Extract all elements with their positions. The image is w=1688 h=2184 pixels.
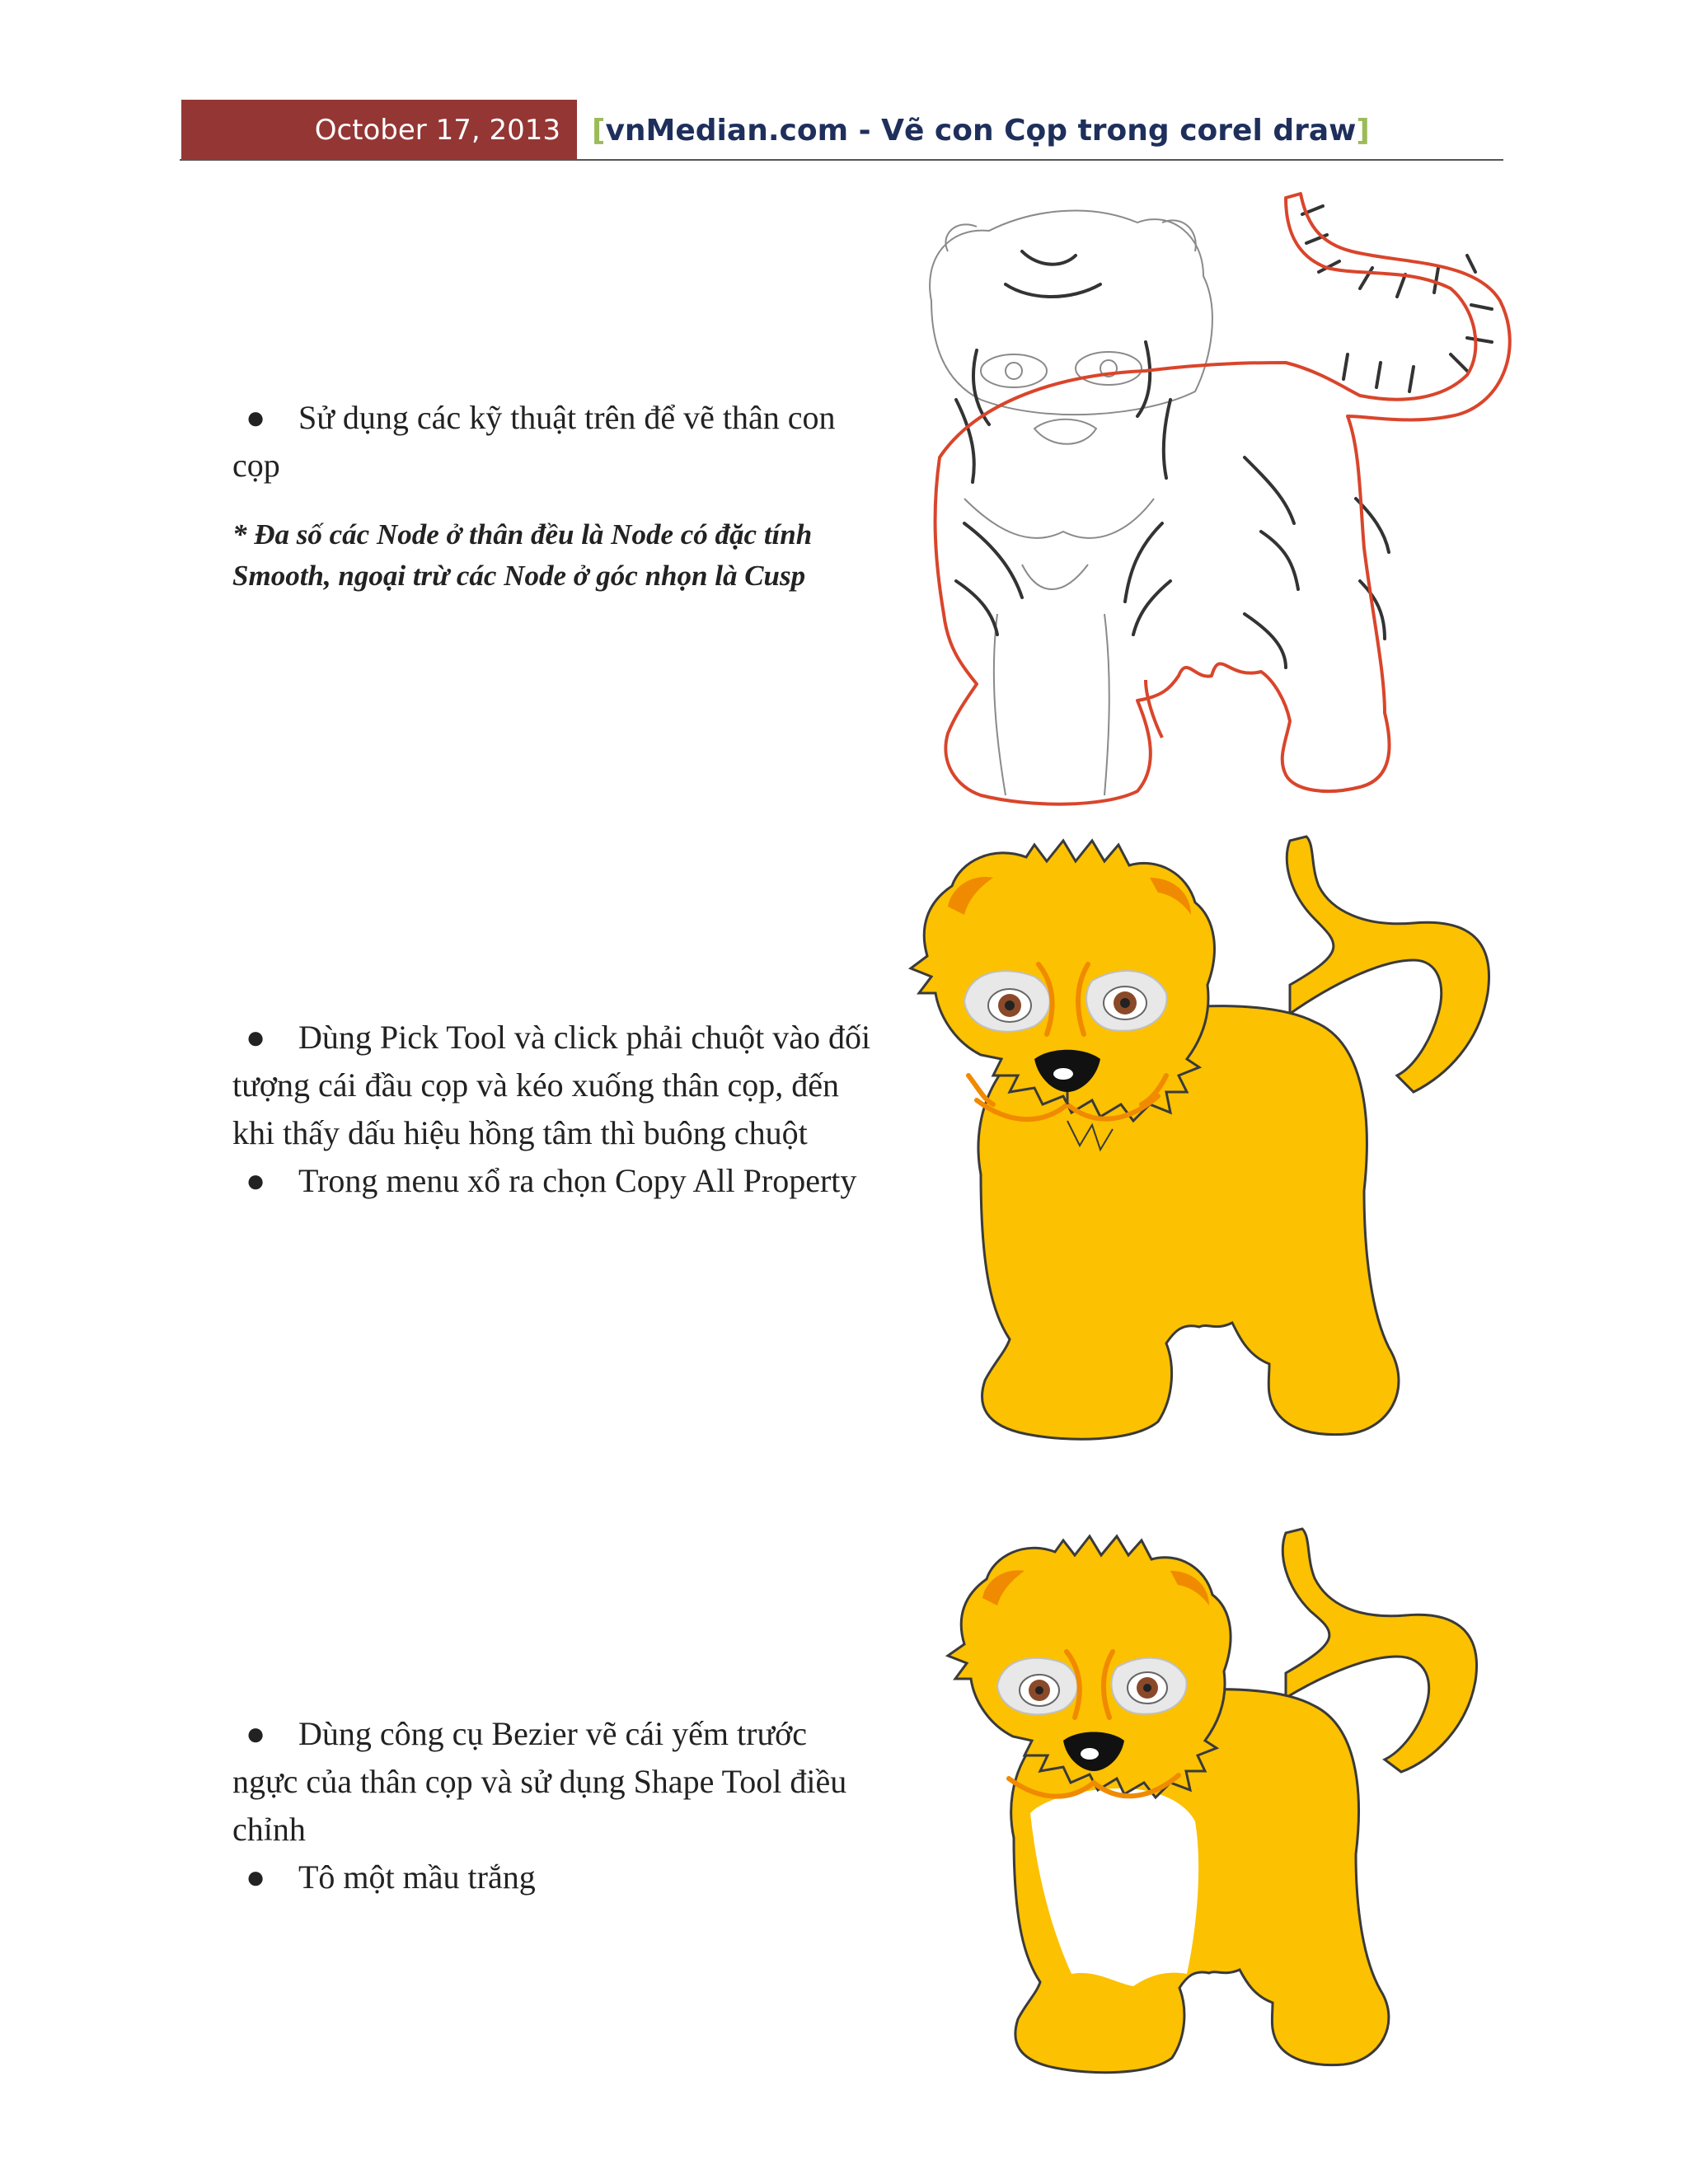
section-3-text (232, 1710, 875, 1901)
header-rule (180, 159, 1503, 161)
bullet-item (232, 394, 875, 490)
bullet-item (232, 1710, 875, 1854)
header-title-text: vnMedian.com - Vẽ con Cọp trong corel draw (605, 113, 1357, 148)
bracket-close: ] (1356, 113, 1370, 148)
bullet-item (232, 1014, 875, 1157)
header-date: October 17, 2013 (181, 100, 577, 160)
bullet-dot: ● (246, 1162, 266, 1199)
bullet-text: Dùng Pick Tool và click phải chuột vào đối tượng cái đầu cọp và kéo xuống thân cọp, đến khi thấy dấu hiệu hồng tâm thì buông chuột (232, 1019, 871, 1151)
bullet-dot: ● (246, 1715, 266, 1752)
bullet-item (232, 1854, 875, 1901)
bullet-text: Trong menu xổ ra chọn Copy All Property (298, 1162, 857, 1199)
bullet-item (232, 1157, 875, 1205)
section-2-text (232, 1014, 875, 1205)
bullet-text: Sử dụng các kỹ thuật trên để vẽ thân con cọp (232, 399, 836, 484)
tiger-white-bib-image (940, 1525, 1500, 2102)
bullet-dot: ● (246, 1858, 266, 1896)
bullet-text: Dùng công cụ Bezier vẽ cái yếm trước ngực của thân cọp và sử dụng Shape Tool điều chỉnh (232, 1715, 847, 1848)
section-1-text (232, 394, 875, 597)
header-title (592, 105, 1370, 155)
bullet-text: Tô một mầu trắng (298, 1858, 536, 1896)
tiger-yellow-image (903, 828, 1504, 1463)
bracket-open: [ (592, 113, 606, 148)
bullet-dot: ● (246, 1019, 266, 1056)
note-text: * Đa số các Node ở thân đều là Node có đặc tính Smooth, ngoại trừ các Node ở góc nhọn là Cusp (232, 518, 813, 592)
bullet-dot: ● (246, 399, 266, 436)
tiger-sketch-outline-image (898, 185, 1525, 820)
